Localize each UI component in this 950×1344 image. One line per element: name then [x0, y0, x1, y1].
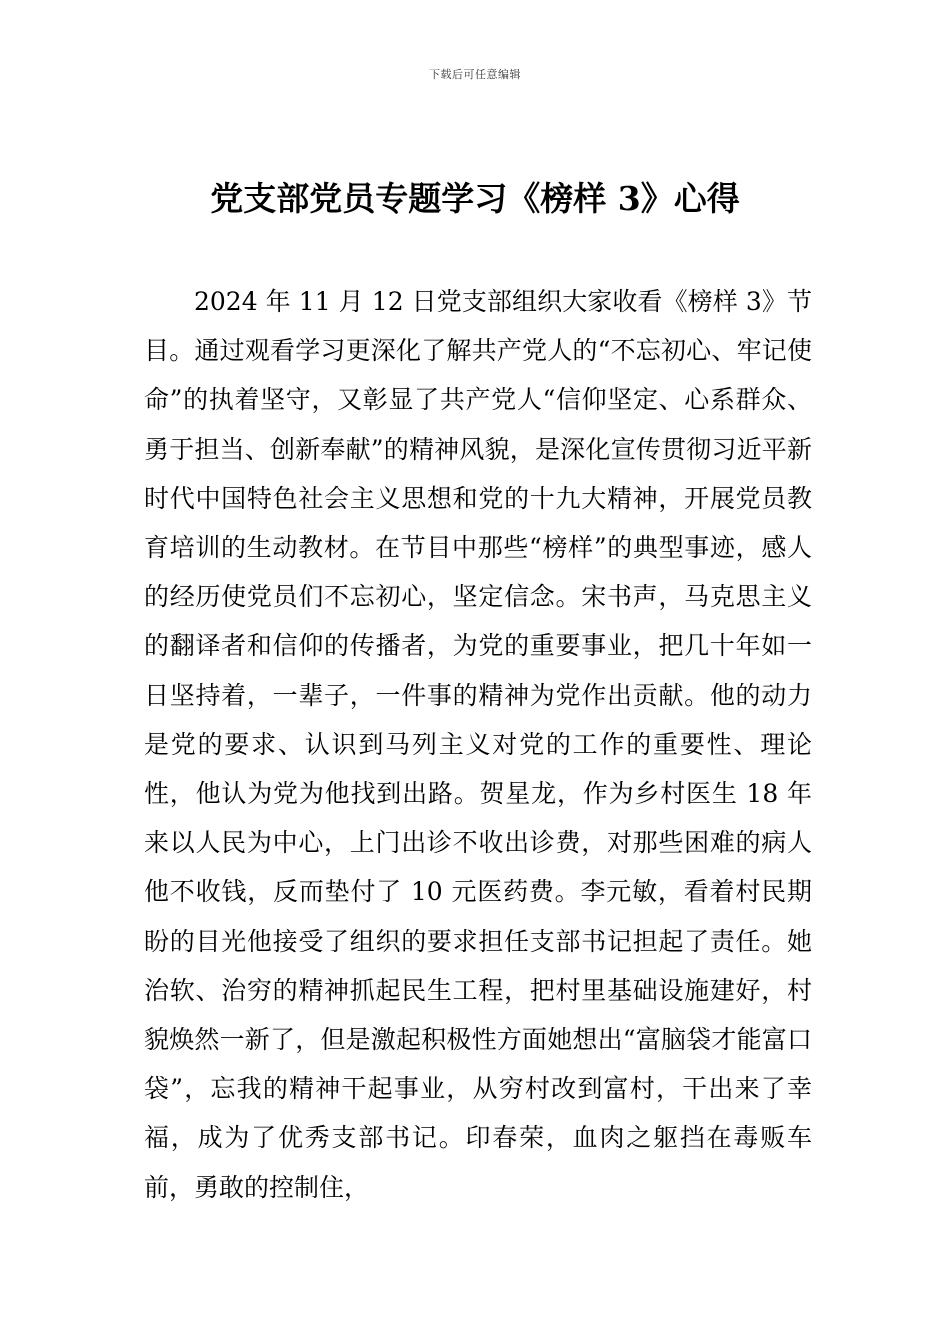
document-title: 党支部党员专题学习《榜样 3》心得 — [210, 179, 740, 218]
page-header-note: 下载后可任意编辑 — [429, 68, 521, 81]
body-paragraph: 2024 年 11 月 12 日党支部组织大家收看《榜样 3》节目。通过观看学习更深化了解共产党人的“不忘初心、牢记使命”的执着坚守，又彰显了共产党人“信仰坚定、心系群众、勇于担当、创新奉献”的精神风貌，是深化宣传贯彻习近平新时代中国特色社会主义思想和党的十九大精神，开展党员教育培训的生动教材。在节目中那些“榜样”的典型事迹，感人的经历使党员们不忘初心，坚定信念。宋书声，马克思主义的翻译者和信仰的传播者，为党的重要事业，把几十年如一日坚持着，一辈子，一件事的精神为党作出贡献。他的动力是党的要求、认识到马列主义对党的工作的重要性、理论性，他认为党为他找到出路。贺星龙，作为乡村医生 18 年来以人民为中心，上门出诊不收出诊费，对那些困难的病人他不收钱，反而垫付了 10 元医药费。李元敏，看着村民期盼的目光他接受了组织的要求担任支部书记担起了责任。她治软、治穷的精神抓起民生工程，把村里基础设施建好，村貌焕然一新了，但是激起积极性方面她想出“富脑袋才能富口袋”，忘我的精神干起事业，从穷村改到富村，干出来了幸福，成为了优秀支部书记。印春荣，血肉之躯挡在毒贩车前，勇敢的控制住， — [144, 287, 812, 1202]
